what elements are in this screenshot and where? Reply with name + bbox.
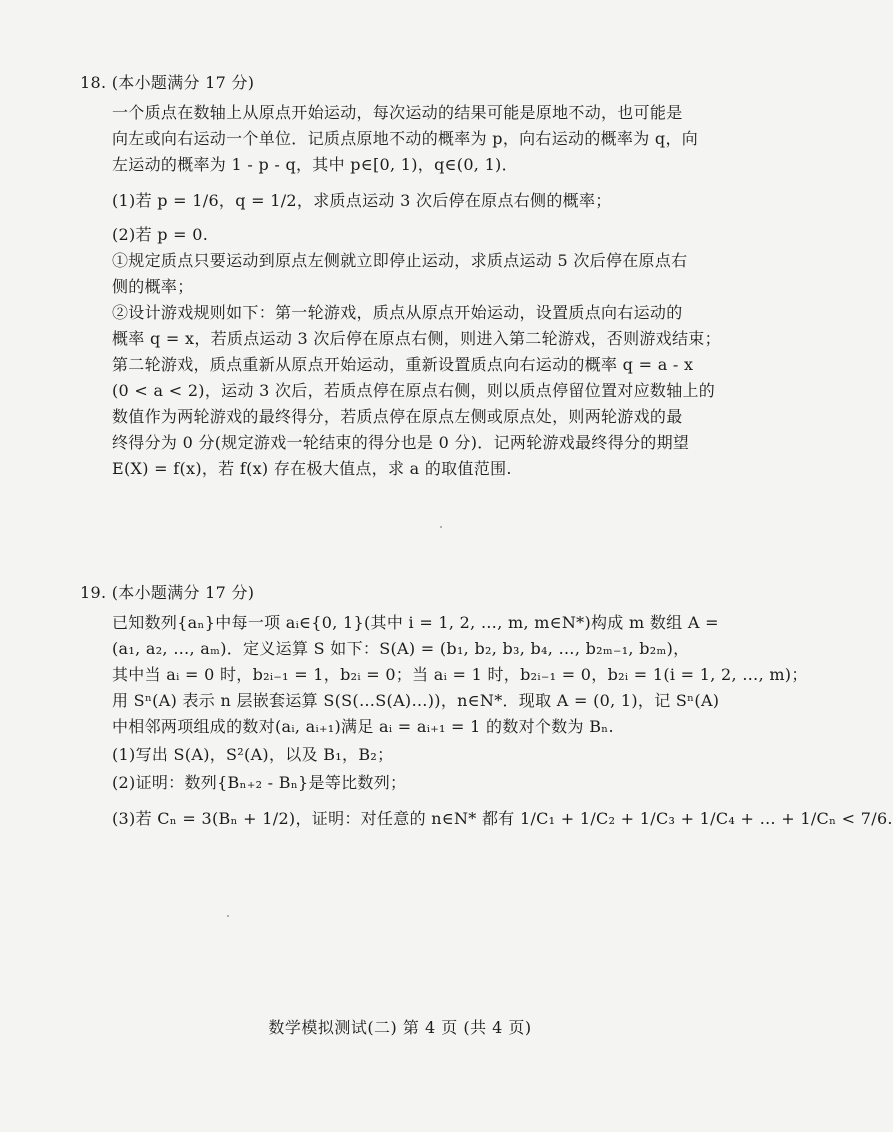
q19-line: 其中当 aᵢ = 0 时，b₂ᵢ₋₁ = 1，b₂ᵢ = 0；当 aᵢ = 1 时，b₂ᵢ₋₁ = 0，b₂ᵢ = 1(i = 1, 2, …, m)； <box>112 665 808 684</box>
q19-header: 19. (本小题满分 17 分) <box>80 583 255 602</box>
q18-line: (0 < a < 2)，运动 3 次后，若质点停在原点右侧，则以质点停留位置对应数轴上的 <box>112 381 716 400</box>
q19-line: 用 Sⁿ(A) 表示 n 层嵌套运算 S(S(…S(A)…))，n∈N*．现取 A = (0, 1)，记 Sⁿ(A) <box>112 691 720 710</box>
q18-line: 终得分为 0 分(规定游戏一轮结束的得分也是 0 分)．记两轮游戏最终得分的期望 <box>112 433 690 452</box>
q18-line: E(X) = f(x)，若 f(x) 存在极大值点，求 a 的取值范围. <box>112 459 512 478</box>
q18-line: 概率 q = x，若质点运动 3 次后停在原点右侧，则进入第二轮游戏，否则游戏结束； <box>112 329 721 348</box>
q18-line: 侧的概率； <box>112 277 194 296</box>
q18-line: 左运动的概率为 1 - p - q，其中 p∈[0, 1)，q∈(0, 1)． <box>112 155 518 174</box>
q18-line: 向左或向右运动一个单位．记质点原地不动的概率为 p，向右运动的概率为 q，向 <box>112 129 699 148</box>
q18-part2-sub1: ①规定质点只要运动到原点左侧就立即停止运动，求质点运动 5 次后停在原点右 <box>112 251 688 270</box>
page-footer: 数学模拟测试(二) 第 4 页 (共 4 页) <box>268 1018 532 1037</box>
q18-part1: (1)若 p = 1/6，q = 1/2，求质点运动 3 次后停在原点右侧的概率； <box>112 191 612 210</box>
q19-part2: (2)证明：数列{Bₙ₊₂ - Bₙ}是等比数列； <box>112 773 407 792</box>
q19-part1: (1)写出 S(A)，S²(A)，以及 B₁，B₂； <box>112 745 394 764</box>
q19-line: 已知数列{aₙ}中每一项 aᵢ∈{0, 1}(其中 i = 1, 2, …, m, m∈N*)构成 m 数组 A = <box>112 613 719 632</box>
q18-line: 第二轮游戏，质点重新从原点开始运动，重新设置质点向右运动的概率 q = a - x <box>112 355 694 374</box>
q18-line: 数值作为两轮游戏的最终得分，若质点停在原点左侧或原点处，则两轮游戏的最 <box>112 407 683 426</box>
q18-part2: (2)若 p = 0. <box>112 225 209 244</box>
q19-line: (a₁, a₂, …, aₘ)．定义运算 S 如下：S(A) = (b₁, b₂, b₃, b₄, …, b₂ₘ₋₁, b₂ₘ)， <box>112 639 690 658</box>
scan-speck <box>440 526 442 528</box>
q19-part3: (3)若 Cₙ = 3(Bₙ + 1/2)，证明：对任意的 n∈N* 都有 1/C₁ + 1/C₂ + 1/C₃ + 1/C₄ + … + 1/Cₙ < 7/6. <box>112 809 893 828</box>
q18-part2-sub2: ②设计游戏规则如下：第一轮游戏，质点从原点开始运动，设置质点向右运动的 <box>112 303 683 322</box>
scan-speck <box>227 915 229 917</box>
q18-header: 18. (本小题满分 17 分) <box>80 73 255 92</box>
q19-line: 中相邻两项组成的数对(aᵢ, aᵢ₊₁)满足 aᵢ = aᵢ₊₁ = 1 的数对个数为 Bₙ. <box>112 717 614 736</box>
q18-line: 一个质点在数轴上从原点开始运动，每次运动的结果可能是原地不动，也可能是 <box>112 103 683 122</box>
